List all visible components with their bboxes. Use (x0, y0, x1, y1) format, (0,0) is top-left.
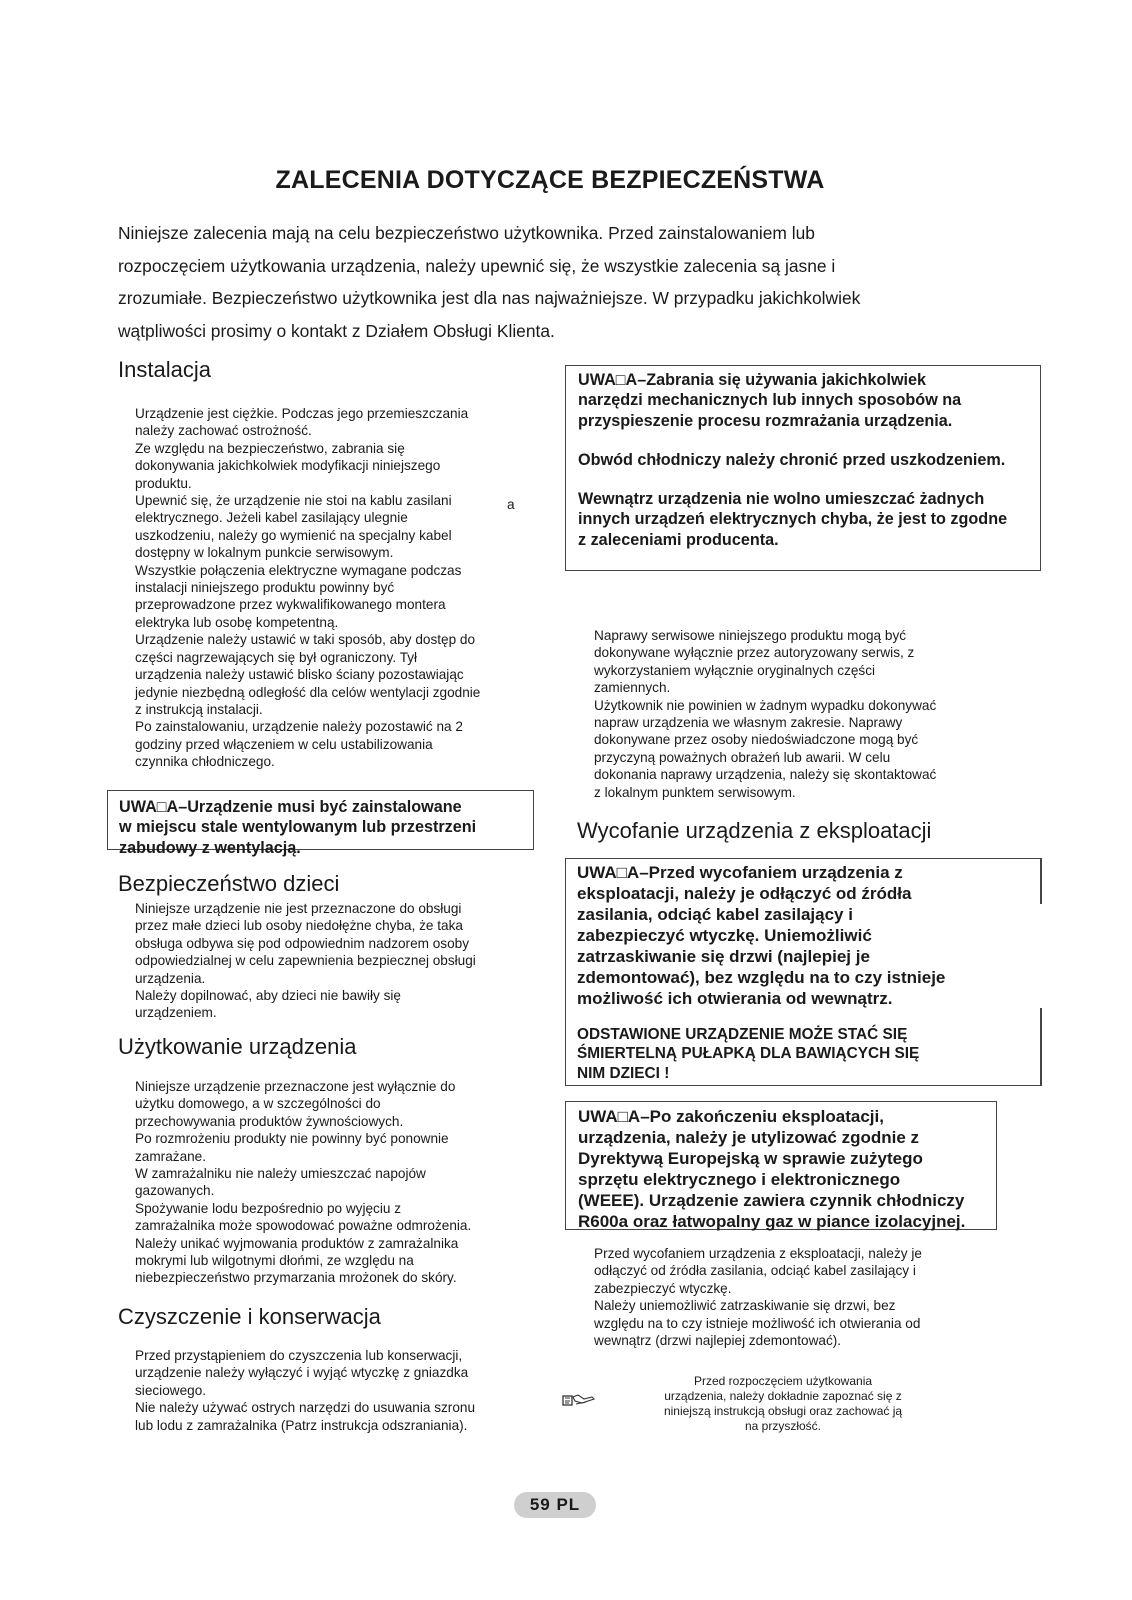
uzytkowanie-text (135, 1078, 525, 1287)
text-line: zatrzaskiwanie się drzwi (najlepiej je (577, 947, 870, 966)
text-line: zdemontować), bez względu na to czy istnieje (577, 968, 946, 987)
text-line: zabezpieczyć wtyczkę. (594, 1280, 732, 1296)
instalacja-text (135, 405, 525, 771)
text-line: godziny przed włączeniem w celu ustabilizowania (135, 736, 433, 752)
text-line: narzędzi mechanicznych lub innych sposobów na (578, 391, 962, 410)
text-line: odłączyć od źródła zasilania, odciąć kabel zasilający i (594, 1263, 916, 1279)
text-line: produktu. (135, 475, 192, 491)
warning-line: w miejscu stale wentylowanym lub przestrzeni (119, 818, 477, 837)
text-line: z lokalnym punktem serwisowym. (594, 784, 796, 800)
text-line: Ze względu na bezpieczeństwo, zabrania się (135, 440, 405, 456)
intro-line: Niniejsze zalecenia mają na celu bezpieczeństwo użytkownika. Przed zainstalowaniem lub (118, 223, 815, 243)
text-line: (WEEE). Urządzenie zawiera czynnik chłodniczy (578, 1191, 965, 1210)
text-line: Spożywanie lodu bezpośrednio po wyjęciu z (135, 1200, 401, 1216)
text-line: części nagrzewających się był ograniczony. Tył (135, 649, 418, 665)
appliances-paragraph (578, 489, 1030, 550)
text-line: Użytkownik nie powinien w żadnym wypadku dokonywać (594, 697, 937, 713)
text-line: sieciowego. (135, 1382, 207, 1398)
text-line: Po rozmrożeniu produkty nie powinny być ponownie (135, 1131, 449, 1147)
page-title: ZALECENIA DOTYCZĄCE BEZPIECZEŃSTWA (275, 166, 825, 194)
text-line: przez małe dzieci lub osoby niedołężne chyba, że taka (135, 918, 463, 934)
text-line: elektryka lub osobę kompetentną. (135, 614, 339, 630)
warning-line: UWA□A–Urządzenie musi być zainstalowane (119, 798, 462, 816)
text-line: dokonywane wyłącznie przez autoryzowany serwis, z (594, 645, 915, 661)
text-line: należy zachować ostrożność. (135, 423, 312, 439)
text-line: Nie należy używać ostrych narzędzi do usuwania szronu (135, 1400, 476, 1416)
text-line: Należy uniemożliwić zatrzaskiwanie się drzwi, bez (594, 1298, 896, 1314)
text-line: Niniejsze urządzenie przeznaczone jest wyłącznie do (135, 1079, 456, 1094)
text-line: niniejszą instrukcją obsługi oraz zachować ją (663, 1404, 903, 1418)
text-line: zamrażane. (135, 1148, 207, 1164)
intro-paragraph (118, 217, 948, 347)
text-line: napraw urządzenia we własnym zakresie. Naprawy (594, 715, 903, 731)
text-line: zasilania, odciąć kabel zasilający i (577, 905, 853, 924)
text-line: zamrażalnika może spowodować poważne odmrożenia. (135, 1218, 472, 1234)
text-line: UWA□A–Po zakończeniu eksploatacji, (578, 1107, 884, 1126)
text-line: Upewnić się, że urządzenie nie stoi na kablu zasilani (135, 493, 452, 509)
text-line: urządzeniem. (135, 1005, 217, 1021)
text-line: obsługa odbywa się pod odpowiednim nadzorem osoby (135, 935, 470, 951)
naprawy-text (594, 627, 1014, 801)
decommission-text (594, 1245, 1014, 1349)
text-line: zamiennych. (594, 680, 671, 696)
text-line: innych urządzeń elektrycznych chyba, że jest to zgodne (578, 510, 1008, 529)
text-line: niebezpieczeństwo przymarzania mrożonek do skóry. (135, 1270, 457, 1286)
text-line: dokonywane przez osoby niedoświadczone mogą być (594, 732, 919, 748)
text-line: wewnątrz (drzwi najlepiej zdemontować). (594, 1333, 842, 1349)
text-line: urządzenia należy ustawić blisko ściany pozostawiając (135, 667, 464, 683)
text-line: Wewnątrz urządzenia nie wolno umieszczać żadnych (578, 490, 985, 509)
wycofanie-heading: Wycofanie urządzenia z eksploatacji (577, 818, 932, 843)
text-line: ŚMIERTELNĄ PUŁAPKĄ DLA BAWIĄCYCH SIĘ (577, 1045, 920, 1063)
warning-paragraph (578, 370, 1030, 431)
stray-character: a (507, 497, 515, 512)
text-line: Należy unikać wyjmowania produktów z zamrażalnika (135, 1235, 459, 1251)
weee-paragraph (578, 1106, 986, 1232)
text-line: Przed wycofaniem urządzenia z eksploatacji, należy je (594, 1246, 922, 1261)
decommission-warning-text (565, 858, 1041, 1083)
text-line: dostępny w lokalnym punkcie serwisowym. (135, 545, 394, 561)
book-icon (562, 1393, 596, 1409)
warning-paragraph (577, 862, 1031, 1009)
defrost-warning-box (565, 365, 1041, 571)
text-line: z instrukcją instalacji. (135, 701, 263, 717)
text-line: względu na to czy istnieje możliwość ich otwierania od (594, 1315, 921, 1331)
text-line: elektrycznego. Jeżeli kabel zasilający ulegnie (135, 510, 408, 526)
warning-line: zabudowy z wentylacją. (119, 838, 301, 857)
text-line: W zamrażalniku nie należy umieszczać napojów (135, 1166, 426, 1182)
text-line: Należy dopilnować, aby dzieci nie bawiły się (135, 988, 401, 1004)
text-line: urządzenia, należy je utylizować zgodnie z (578, 1128, 920, 1147)
circuit-paragraph (578, 450, 1030, 470)
text-line: gazowanych. (135, 1183, 215, 1199)
text-line: mokrymi lub wilgotnymi dłońmi, ze względu na (135, 1253, 414, 1269)
weee-warning-box (565, 1101, 997, 1230)
installation-warning-box (107, 790, 534, 857)
text-line: urządzenia. (135, 970, 206, 986)
text-line: Niniejsze urządzenie nie jest przeznaczone do obsługi (135, 901, 462, 916)
czyszczenie-heading: Czyszczenie i konserwacja (118, 1304, 381, 1329)
text-line: Urządzenie należy ustawić w taki sposób, aby dostęp do (135, 632, 476, 648)
text-line: UWA□A–Przed wycofaniem urządzenia z (577, 863, 903, 882)
intro-line: rozpoczęciem użytkowania urządzenia, należy upewnić się, że wszystkie zalecenia są jasne i (118, 255, 836, 276)
text-line: Przed przystąpieniem do czyszczenia lub konserwacji, (135, 1348, 463, 1363)
text-line: czynnika chłodniczego. (135, 754, 275, 770)
text-line: możliwość ich otwierania od wewnątrz. (577, 989, 893, 1008)
text-line: przechowywania produktów żywnościowych. (135, 1113, 404, 1129)
text-line: Wszystkie połączenia elektryczne wymagane podczas (135, 562, 462, 578)
intro-line: wątpliwości prosimy o kontakt z Działem Obsługi Klienta. (118, 320, 555, 341)
text-line: dokonania naprawy urządzenia, należy się skontaktować (594, 767, 937, 783)
text-line: dokonywania jakichkolwiek modyfikacji niniejszego (135, 458, 441, 474)
text-line: urządzenia, należy dokładnie zapoznać się z (664, 1389, 902, 1403)
text-line: odpowiedzialnej w celu zapewnienia bezpiecznej obsługi (135, 953, 476, 969)
text-line: Obwód chłodniczy należy chronić przed uszkodzeniem. (578, 450, 1006, 469)
text-line: UWA□A–Zabrania się używania jakichkolwiek (578, 371, 927, 389)
text-line: przeprowadzone przez wykwalifikowanego montera (135, 597, 446, 613)
text-line: jedynie niezbędną odległość dla celów wentylacji zgodnie (135, 684, 481, 700)
manual-note (638, 1374, 928, 1434)
text-line: urządzenie należy wyłączyć i wyjąć wtyczkę z gniazdka (135, 1365, 469, 1381)
text-line: Po zainstalowaniu, urządzenie należy pozostawić na 2 (135, 719, 463, 735)
text-line: użytku domowego, a w szczególności do (135, 1096, 381, 1112)
page-number: 59 PL (514, 1492, 596, 1518)
text-line: z zaleceniami producenta. (578, 530, 779, 549)
uzytkowanie-heading: Użytkowanie urządzenia (118, 1034, 357, 1059)
danger-paragraph (577, 1025, 1031, 1083)
dzieci-text (135, 900, 525, 1022)
instalacja-heading: Instalacja (118, 357, 211, 382)
text-line: R600a oraz łatwopalny gaz w piance izolacyjnej. (578, 1212, 966, 1231)
czyszczenie-text (135, 1347, 525, 1434)
text-line: na przyszłość. (744, 1419, 822, 1433)
text-line: Naprawy serwisowe niniejszego produktu mogą być (594, 628, 907, 643)
text-line: Dyrektywą Europejską w sprawie zużytego (578, 1149, 923, 1168)
text-line: sprzętu elektrycznego i elektronicznego (578, 1170, 901, 1189)
text-line: wykorzystaniem wyłącznie oryginalnych części (594, 662, 876, 678)
text-line: instalacji niniejszego produktu powinny być (135, 580, 395, 596)
text-line: Przed rozpoczęciem użytkowania (693, 1374, 873, 1388)
text-line: ODSTAWIONE URZĄDZENIE MOŻE STAĆ SIĘ (577, 1026, 908, 1043)
text-line: Urządzenie jest ciężkie. Podczas jego przemieszczania (135, 406, 469, 421)
text-line: lub lodu z zamrażalnika (Patrz instrukcja odszraniania). (135, 1417, 468, 1433)
text-line: eksploatacji, należy je odłączyć od źródła (577, 884, 912, 903)
intro-line: zrozumiałe. Bezpieczeństwo użytkownika jest dla nas najważniejsze. W przypadku jakichkolwiek (118, 288, 861, 308)
dzieci-heading: Bezpieczeństwo dzieci (118, 871, 340, 896)
text-line: przyspieszenie procesu rozmrażania urządzenia. (578, 411, 953, 430)
text-line: zabezpieczyć wtyczkę. Uniemożliwić (577, 926, 872, 945)
text-line: NIM DZIECI ! (577, 1064, 670, 1082)
text-line: uszkodzeniu, należy go wymienić na specjalny kabel (135, 527, 452, 543)
text-line: przyczyną poważnych obrażeń lub awarii. W celu (594, 749, 891, 765)
